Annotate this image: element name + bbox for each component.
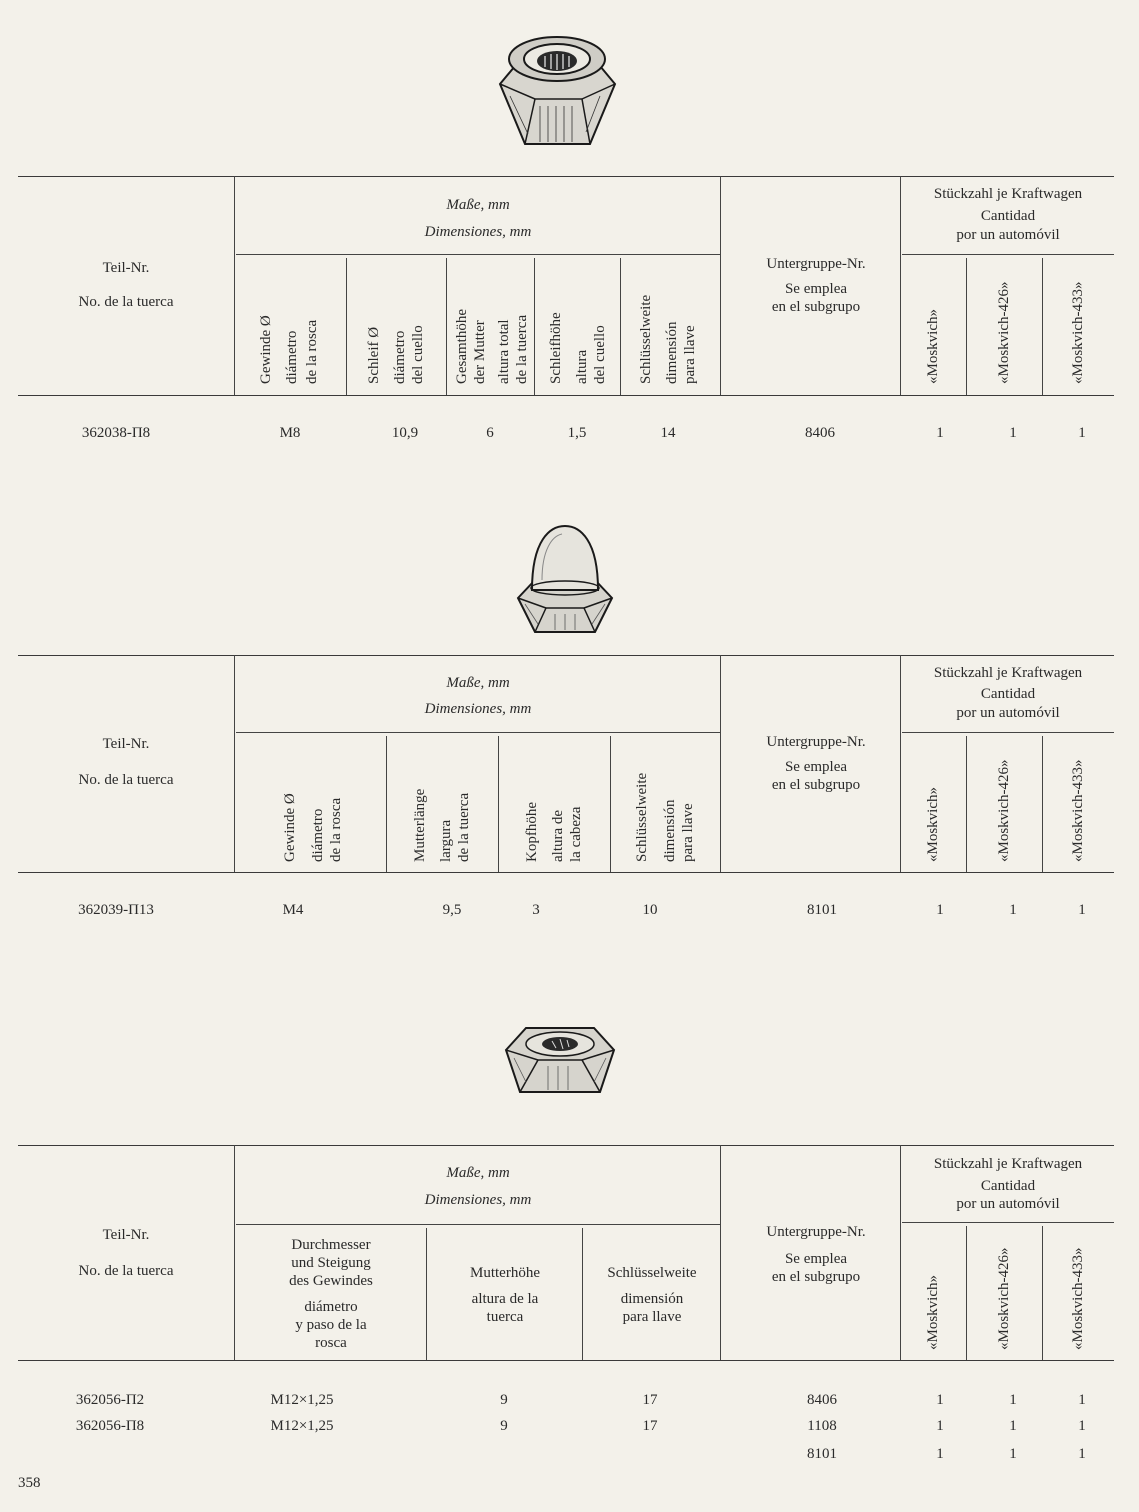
model-moskvich-433: «Moskvich-433» — [1070, 281, 1086, 384]
masse-label: Maße, mm — [446, 197, 510, 213]
col-durchmesser-2: und Steigung — [291, 1255, 371, 1271]
qty-cell: 1 — [936, 902, 944, 918]
cap-nut-illustration — [510, 520, 620, 645]
qty-cell: 1 — [936, 1446, 944, 1462]
model-moskvich-426: «Moskvich-426» — [996, 759, 1012, 862]
value-cell: M12×1,25 — [270, 1418, 334, 1434]
part-number: 362039-П13 — [78, 902, 154, 918]
col-schleif-1: Schleif Ø — [366, 326, 382, 384]
col-schleifhoehe-2: altura — [574, 349, 590, 384]
untergruppe-label: Untergruppe-Nr. — [766, 734, 866, 750]
en-subgrupo-label: en el subgrupo — [771, 777, 861, 793]
cantidad-label: Cantidad — [980, 1178, 1036, 1194]
qty-cell: 1 — [1009, 902, 1017, 918]
se-emplea-label: Se emplea — [784, 1251, 848, 1267]
qty-cell: 1 — [1009, 425, 1017, 441]
stueckzahl-label: Stückzahl je Kraftwagen — [933, 665, 1083, 681]
col-gewinde-2: diámetro — [284, 330, 300, 384]
col-durchmesser-4: diámetro — [304, 1299, 358, 1315]
col-schluessel-2: dimensión — [664, 321, 680, 384]
model-moskvich: «Moskvich» — [925, 309, 941, 384]
col-schluessel-3: para llave — [622, 1309, 682, 1325]
col-gewinde-3: de la rosca — [304, 319, 320, 384]
col-gesamthoehe-3: altura total — [496, 319, 512, 384]
no-tuerca-label: No. de la tuerca — [78, 1263, 174, 1279]
col-schluessel-3: para llave — [680, 803, 696, 862]
model-moskvich-426: «Moskvich-426» — [996, 1247, 1012, 1350]
por-auto-label: por un automóvil — [956, 705, 1060, 721]
part-number: 362038-П8 — [81, 425, 151, 441]
por-auto-label: por un automóvil — [956, 1196, 1060, 1212]
dimensiones-label: Dimensiones, mm — [424, 701, 532, 717]
col-schluessel-3: para llave — [682, 325, 698, 384]
masse-label: Maße, mm — [446, 675, 510, 691]
value-cell: 14 — [660, 425, 676, 441]
col-gewinde-3: de la rosca — [328, 797, 344, 862]
teil-nr-label: Teil-Nr. — [102, 736, 150, 752]
col-mutterhoehe-1: Mutterhöhe — [470, 1265, 540, 1281]
col-durchmesser-5: y paso de la — [295, 1317, 367, 1333]
col-durchmesser-3: des Gewindes — [289, 1273, 373, 1289]
col-mutterhoehe-2: altura de la — [471, 1291, 539, 1307]
masse-label: Maße, mm — [446, 1165, 510, 1181]
col-gesamthoehe-1: Gesamthöhe — [454, 309, 470, 384]
en-subgrupo-label: en el subgrupo — [771, 1269, 861, 1285]
col-schluessel-1: Schlüsselweite — [638, 294, 654, 384]
col-gewinde-1: Gewinde Ø — [258, 315, 274, 384]
value-cell: M12×1,25 — [270, 1392, 334, 1408]
value-cell: 17 — [642, 1418, 658, 1434]
qty-cell: 1 — [936, 425, 944, 441]
col-mutterhoehe-3: tuerca — [486, 1309, 524, 1325]
col-schluessel-2: dimensión — [662, 799, 678, 862]
col-mutterlaenge-2: largura — [438, 819, 454, 862]
no-tuerca-label: No. de la tuerca — [78, 294, 174, 310]
col-kopfhoehe-1: Kopfhöhe — [524, 802, 540, 862]
page-number: 358 — [18, 1475, 41, 1491]
col-gewinde-1: Gewinde Ø — [282, 793, 298, 862]
por-auto-label: por un automóvil — [956, 227, 1060, 243]
untergruppe-label: Untergruppe-Nr. — [766, 256, 866, 272]
model-moskvich-426: «Moskvich-426» — [996, 281, 1012, 384]
subgroup-cell: 8406 — [805, 425, 835, 441]
model-moskvich: «Moskvich» — [925, 1275, 941, 1350]
value-cell: 17 — [642, 1392, 658, 1408]
se-emplea-label: Se emplea — [784, 281, 848, 297]
col-schluessel-1: Schlüsselweite — [607, 1265, 697, 1281]
value-cell: 6 — [486, 425, 494, 441]
value-cell: 9 — [500, 1392, 508, 1408]
model-moskvich-433: «Moskvich-433» — [1070, 1247, 1086, 1350]
qty-cell: 1 — [1078, 425, 1086, 441]
qty-cell: 1 — [1009, 1446, 1017, 1462]
dimensiones-label: Dimensiones, mm — [424, 224, 532, 240]
value-cell: M8 — [279, 425, 301, 441]
qty-cell: 1 — [1078, 1392, 1086, 1408]
qty-cell: 1 — [1078, 902, 1086, 918]
cantidad-label: Cantidad — [980, 686, 1036, 702]
subgroup-cell: 1108 — [807, 1418, 837, 1434]
col-gewinde-2: diámetro — [310, 808, 326, 862]
col-schluessel-2: dimensión — [620, 1291, 684, 1307]
col-schleifhoehe-3: del cuello — [592, 325, 608, 384]
model-moskvich-433: «Moskvich-433» — [1070, 759, 1086, 862]
se-emplea-label: Se emplea — [784, 759, 848, 775]
part-number: 362056-П2 — [75, 1392, 145, 1408]
hex-nut-illustration — [500, 1020, 620, 1098]
teil-nr-label: Teil-Nr. — [102, 1227, 150, 1243]
no-tuerca-label: No. de la tuerca — [78, 772, 174, 788]
part-number: 362056-П8 — [75, 1418, 145, 1434]
value-cell: 10 — [642, 902, 658, 918]
teil-nr-label: Teil-Nr. — [102, 260, 150, 276]
col-mutterlaenge-3: de la tuerca — [456, 792, 472, 862]
dimensiones-label: Dimensiones, mm — [424, 1192, 532, 1208]
untergruppe-label: Untergruppe-Nr. — [766, 1224, 866, 1240]
value-cell: 9,5 — [442, 902, 462, 918]
en-subgrupo-label: en el subgrupo — [771, 299, 861, 315]
col-schluessel-1: Schlüsselweite — [634, 772, 650, 862]
value-cell: M4 — [282, 902, 304, 918]
qty-cell: 1 — [1009, 1392, 1017, 1408]
col-gesamthoehe-4: de la tuerca — [514, 314, 530, 384]
qty-cell: 1 — [936, 1418, 944, 1434]
cantidad-label: Cantidad — [980, 208, 1036, 224]
col-kopfhoehe-3: la cabeza — [568, 806, 584, 862]
value-cell: 9 — [500, 1418, 508, 1434]
qty-cell: 1 — [1009, 1418, 1017, 1434]
col-durchmesser-6: rosca — [315, 1335, 347, 1351]
qty-cell: 1 — [936, 1392, 944, 1408]
value-cell: 10,9 — [391, 425, 419, 441]
col-gesamthoehe-2: der Mutter — [472, 320, 488, 384]
model-moskvich: «Moskvich» — [925, 787, 941, 862]
subgroup-cell: 8101 — [807, 902, 837, 918]
col-kopfhoehe-2: altura de — [550, 809, 566, 862]
col-schleif-3: del cuello — [410, 325, 426, 384]
value-cell: 3 — [532, 902, 540, 918]
self-locking-nut-illustration — [490, 14, 625, 164]
col-durchmesser-1: Durchmesser — [291, 1237, 371, 1253]
qty-cell: 1 — [1078, 1446, 1086, 1462]
subgroup-cell: 8406 — [807, 1392, 837, 1408]
stueckzahl-label: Stückzahl je Kraftwagen — [933, 1156, 1083, 1172]
col-schleif-2: diámetro — [392, 330, 408, 384]
stueckzahl-label: Stückzahl je Kraftwagen — [933, 186, 1083, 202]
subgroup-cell: 8101 — [807, 1446, 837, 1462]
value-cell: 1,5 — [567, 425, 587, 441]
qty-cell: 1 — [1078, 1418, 1086, 1434]
col-mutterlaenge-1: Mutterlänge — [412, 788, 428, 862]
col-schleifhoehe-1: Schleifhöhe — [548, 312, 564, 384]
